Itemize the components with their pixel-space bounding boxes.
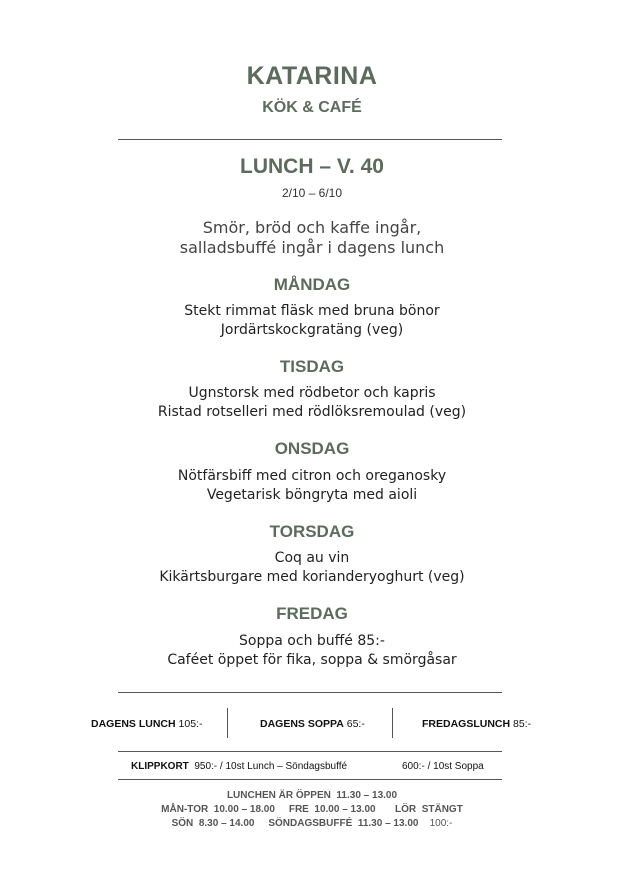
price-label: DAGENS LUNCH [91,718,176,730]
hours-time: 10.00 – 18.00 [213,804,275,815]
brand-title: KATARINA [246,62,378,90]
week-title: LUNCH – V. 40 [240,155,384,178]
klippkort-offer-text: 950:- / 10st Lunch – Söndagsbuffé [194,761,348,772]
klippkort-label: KLIPPKORT [131,761,189,772]
hours-label: LÖR [395,804,417,815]
klippkort-offer-1 [131,761,347,772]
hours-time: 11.30 – 13.00 [336,790,398,801]
intro-line-2: salladsbuffé ingår i dagens lunch [179,238,445,257]
week-dates: 2/10 – 6/10 [281,186,343,200]
hours-price: 100:- [429,818,453,829]
day-dishes-wednesday [0,467,624,504]
hours-label: SÖNDAGSBUFFÉ [268,818,353,829]
brand-subtitle: KÖK & CAFÉ [262,99,362,116]
price-dagens-soppa [260,718,365,730]
day-dishes-friday [0,632,624,669]
klippkort-offer-2: 600:- / 10st Soppa [402,761,484,772]
dish: Ugnstorsk med rödbetor och kapris [188,385,436,401]
day-heading-wednesday: ONSDAG [274,439,350,458]
hours-time: 10.00 – 13.00 [314,804,376,815]
day-heading-tuesday: TISDAG [279,357,345,376]
hours-label: SÖN [171,818,194,829]
hours-label: LUNCHEN ÄR ÖPPEN [226,790,331,801]
dish: Kikärtsburgare med korianderyoghurt (veg) [159,568,465,585]
hours-status: STÄNGT [421,804,463,815]
intro-line-1: Smör, bröd och kaffe ingår, [202,218,422,237]
dish: Soppa och buffé 85:- [239,633,385,649]
price-value: 105:- [178,718,203,730]
hours-label: FRE [288,804,309,815]
divider-prices-top [118,692,502,693]
dish: Nötfärsbiff med citron och oreganosky [177,468,447,484]
price-value: 65:- [346,718,365,730]
dish: Caféet öppet för fika, soppa & smörgåsar [167,651,457,668]
price-label: FREDAGSLUNCH [422,718,511,730]
dish: Vegetarisk böngryta med aioli [206,486,418,503]
hours-line-weekdays [0,803,624,817]
day-dishes-thursday [0,549,624,586]
opening-hours [0,789,624,831]
divider-hours-top [118,779,502,780]
dish: Jordärtskockgratäng (veg) [220,321,404,338]
hours-time: 8.30 – 14.00 [198,818,255,829]
price-label: DAGENS SOPPA [260,718,344,730]
dish: Coq au vin [274,550,350,566]
intro-text [0,218,624,258]
price-row [0,708,624,740]
day-heading-monday: MÅNDAG [273,275,351,294]
divider-top [118,139,502,140]
day-dishes-monday [0,302,624,339]
hours-label: MÅN-TOR [161,804,209,815]
hours-line-lunch [0,789,624,803]
hours-line-sunday [0,817,624,831]
price-value: 85:- [513,718,532,730]
price-separator [227,708,228,738]
day-heading-thursday: TORSDAG [269,522,355,541]
divider-klippkort-top [118,751,502,752]
price-separator [392,708,393,738]
dish: Ristad rotselleri med rödlöksremoulad (veg) [157,403,467,420]
dish: Stekt rimmat fläsk med bruna bönor [184,303,440,319]
price-fredagslunch [422,718,531,730]
day-dishes-tuesday [0,384,624,421]
day-heading-friday: FREDAG [276,604,348,623]
hours-time: 11.30 – 13.00 [357,818,419,829]
price-dagens-lunch [91,718,202,730]
